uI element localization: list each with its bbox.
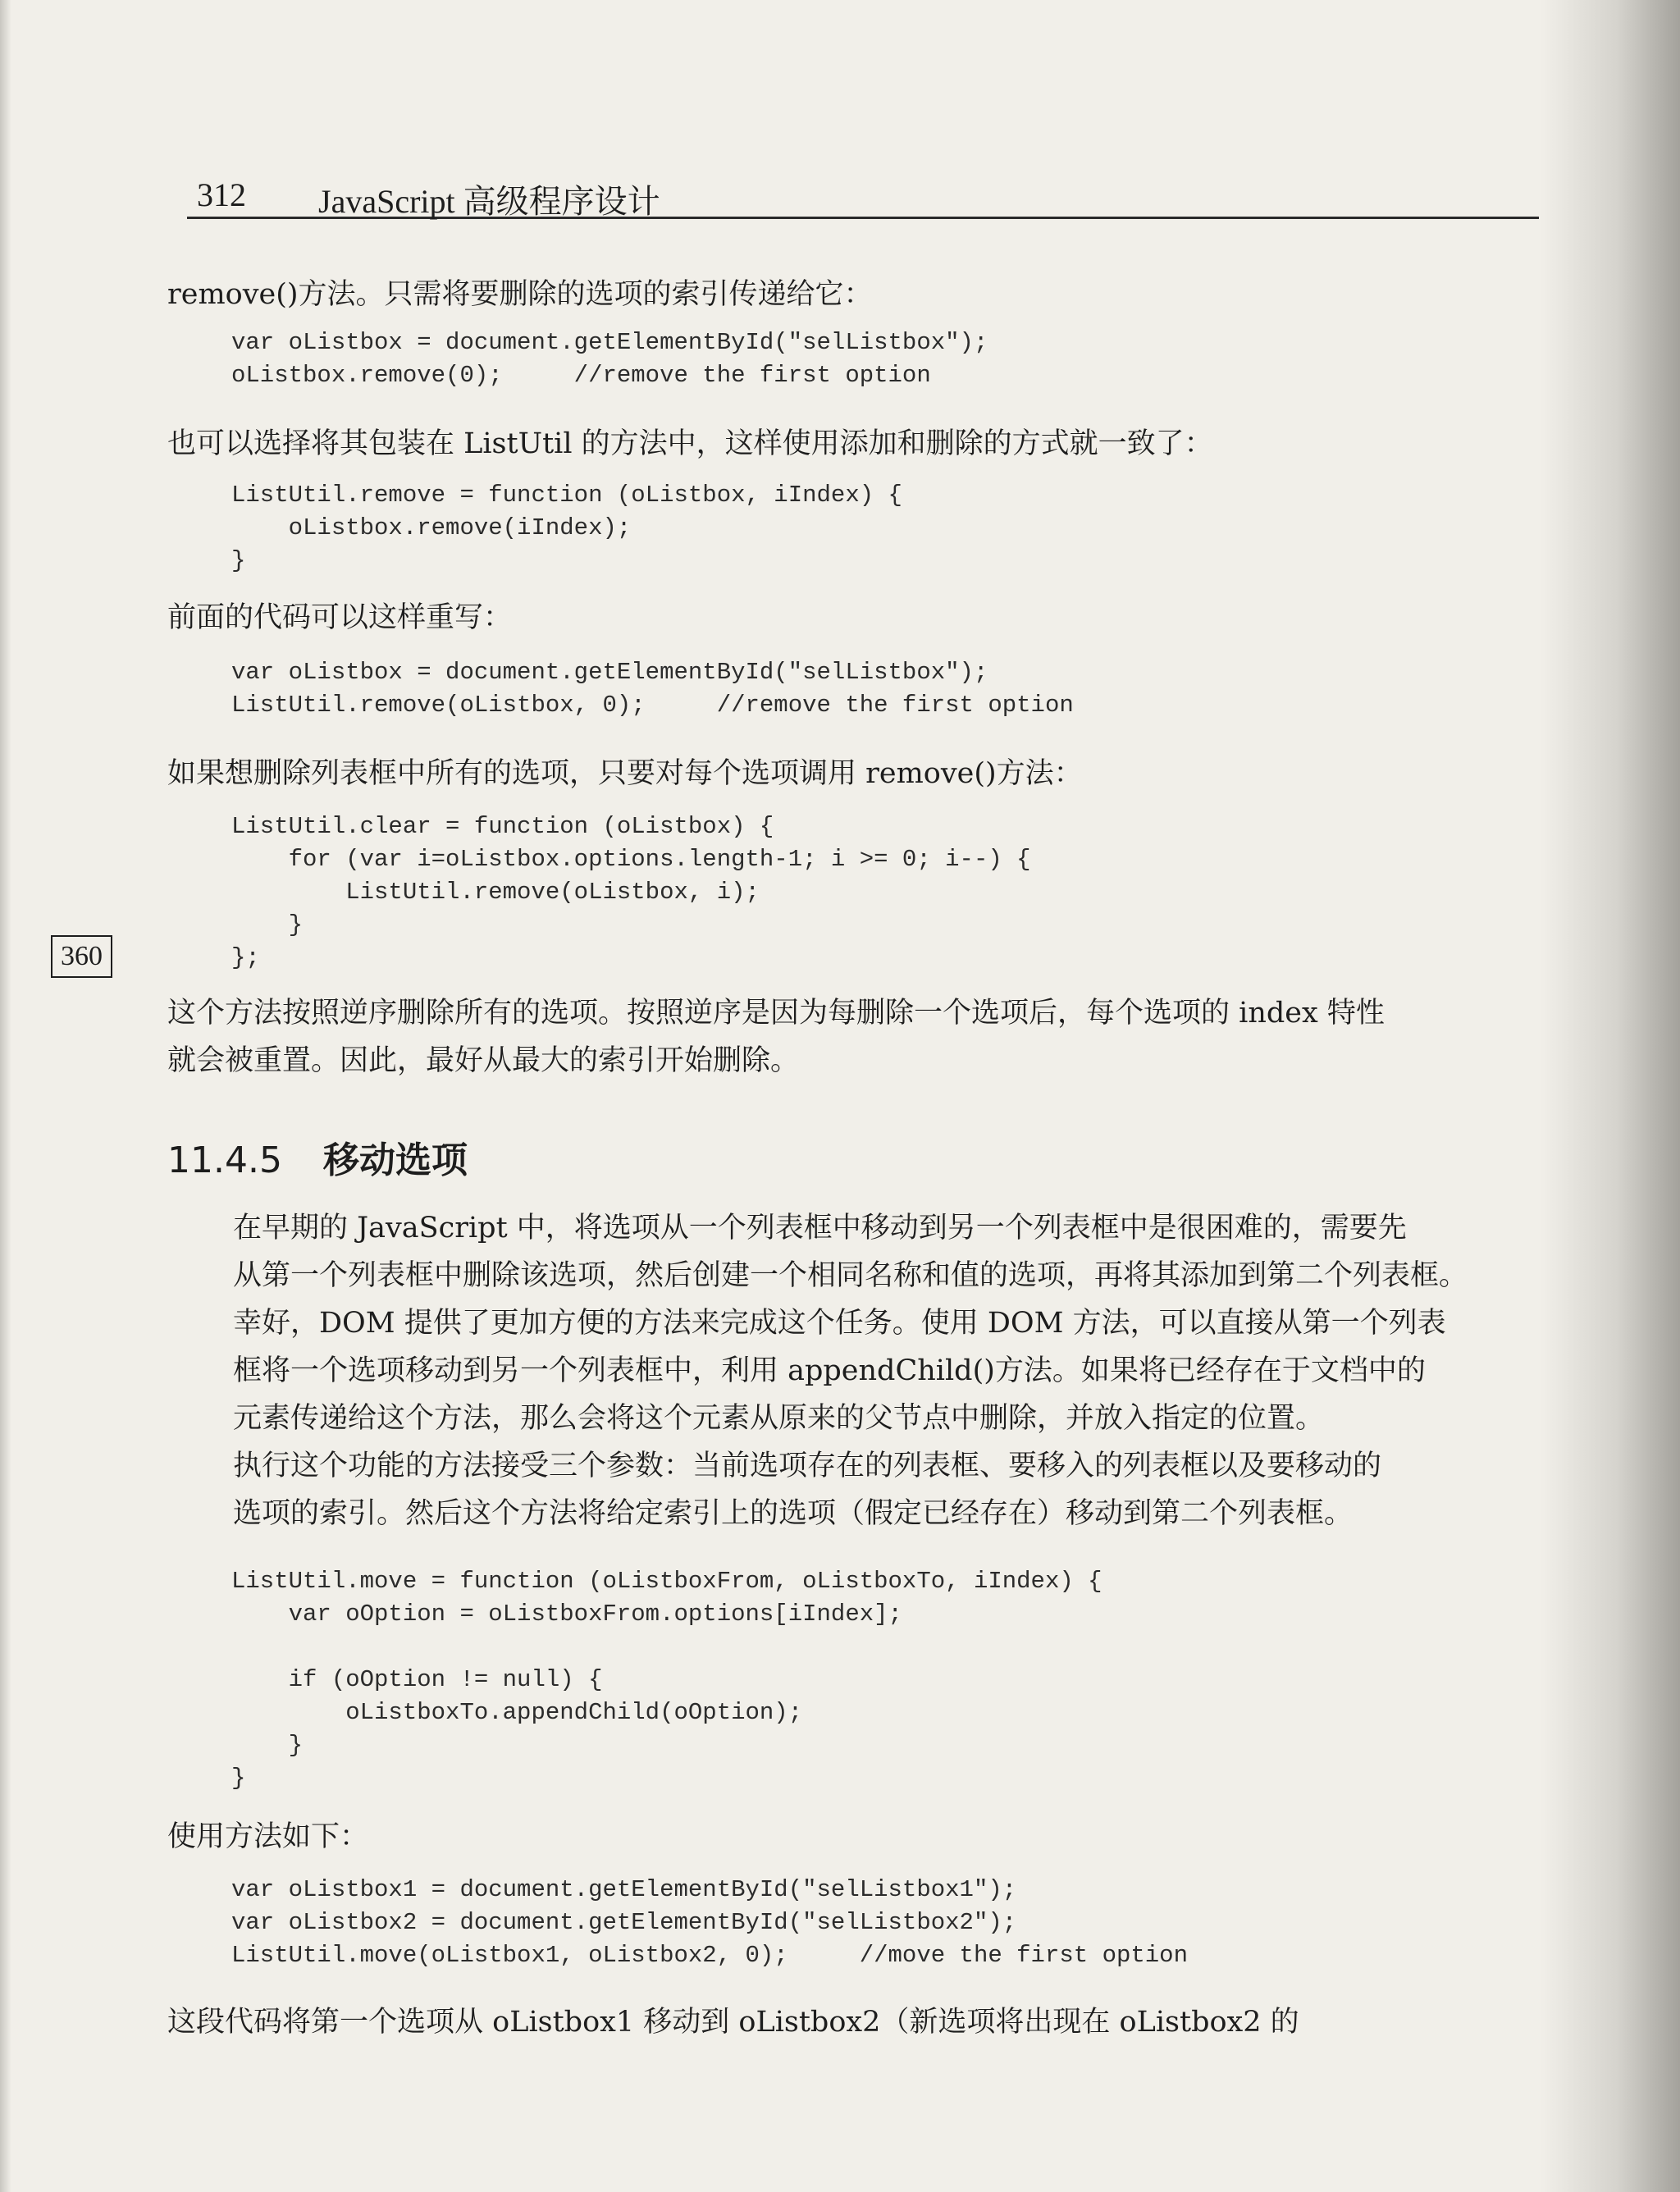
code-line: ListUtil.remove = function (oListbox, iIndex) { [231,482,902,509]
text-line: 执行这个功能的方法接受三个参数：当前选项存在的列表框、要移入的列表框以及要移动的 [233,1450,1382,1482]
code-line: for (var i=oListbox.options.length-1; i >= 0; i--) { [231,846,1031,873]
code-line: oListboxTo.appendChild(oOption); [231,1699,803,1726]
code-line: var oListbox = document.getElementById("selListbox"); [231,659,988,686]
code-block [231,811,1031,975]
text-line: 使用方法如下： [167,1820,369,1853]
text-line: 前面的代码可以这样重写： [167,601,513,634]
text-line: 在早期的 JavaScript 中，将选项从一个列表框中移动到另一个列表框中是很困难的，需要先 [233,1212,1407,1244]
text-line: 这段代码将第一个选项从 oListbox1 移动到 oListbox2（新选项将出现在 oListbox2 的 [167,2006,1299,2039]
paragraph [167,989,1542,1085]
paragraph [167,1442,1542,1537]
code-line: } [231,911,304,938]
code-line: } [231,547,246,574]
code-block [231,327,988,392]
section-heading [167,1130,468,1183]
code-line: var oListbox2 = document.getElementById("selListbox2"); [231,1909,1017,1936]
text-line: 元素传递给这个方法，那么会将这个元素从原来的父节点中删除，并放入指定的位置。 [233,1402,1325,1435]
book-title: JavaScript 高级程序设计 [318,183,660,220]
text-line: 就会被重置。因此，最好从最大的索引开始删除。 [167,1044,800,1077]
code-block [231,1565,1102,1795]
paragraph [167,594,1542,642]
code-line: } [231,1732,304,1759]
code-line: var oListbox1 = document.getElementById("selListbox1"); [231,1876,1017,1903]
code-line: var oListbox = document.getElementById("selListbox"); [231,329,988,356]
paragraph [167,750,1542,797]
paragraph [167,1998,1542,2046]
section-number: 11.4.5 [167,1139,282,1181]
code-line: ListUtil.move(oListbox1, oListbox2, 0); //move the first option [231,1942,1188,1969]
text-line: 如果想删除列表框中所有的选项，只要对每个选项调用 remove()方法： [167,757,1083,790]
code-block [231,656,1074,722]
paragraph [167,271,1542,318]
text-line: 这个方法按照逆序删除所有的选项。按照逆序是因为每删除一个选项后，每个选项的 index 特性 [167,997,1385,1030]
original-page-marker: 360 [51,935,112,978]
code-line: oListbox.remove(0); //remove the first option [231,362,931,389]
text-line: remove()方法。只需将要删除的选项的索引传递给它： [167,278,873,311]
code-line: ListUtil.remove(oListbox, i); [231,879,760,906]
code-line: ListUtil.clear = function (oListbox) { [231,813,774,840]
section-title: 移动选项 [322,1139,468,1181]
paragraph [167,420,1542,468]
running-header [187,171,1539,219]
code-line: ListUtil.move = function (oListboxFrom, oListboxTo, iIndex) { [231,1568,1102,1595]
text-line: 框将一个选项移动到另一个列表框中，利用 appendChild()方法。如果将已经存在于文档中的 [233,1354,1426,1387]
code-block [231,1874,1188,1972]
text-line: 从第一个列表框中删除该选项，然后创建一个相同名称和值的选项，再将其添加到第二个列表框。 [233,1259,1468,1292]
code-line: if (oOption != null) { [231,1666,603,1693]
paragraph [167,1204,1542,1442]
text-line: 选项的索引。然后这个方法将给定索引上的选项（假定已经存在）移动到第二个列表框。 [233,1497,1354,1530]
code-line: ListUtil.remove(oListbox, 0); //remove the first option [231,692,1074,719]
code-line [231,1631,1102,1664]
code-line: oListbox.remove(iIndex); [231,514,632,541]
page-number: 312 [197,176,246,213]
code-line: }; [231,944,260,971]
code-block [231,479,902,578]
code-line: var oOption = oListboxFrom.options[iIndex]; [231,1601,902,1628]
paragraph [167,1813,1542,1861]
code-line: } [231,1765,246,1792]
text-line: 也可以选择将其包装在 ListUtil 的方法中，这样使用添加和删除的方式就一致了： [167,427,1213,460]
text-line: 幸好，DOM 提供了更加方便的方法来完成这个任务。使用 DOM 方法，可以直接从第一个列表 [233,1307,1446,1340]
